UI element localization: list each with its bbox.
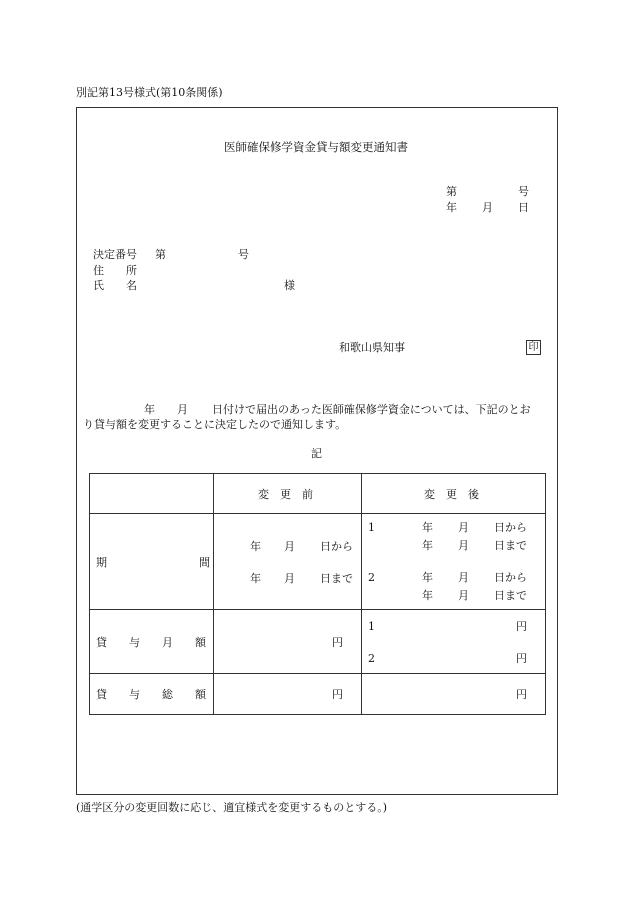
document-title: 医師確保修学資金貸与額変更通知書 bbox=[224, 140, 408, 154]
body-month: 月 bbox=[177, 403, 188, 416]
before-from-month: 月 bbox=[284, 540, 295, 553]
period-label-cell bbox=[90, 514, 214, 610]
period-label-left: 期 bbox=[96, 556, 107, 569]
decision-number-label: 決定番号 bbox=[93, 248, 137, 261]
ki-label: 記 bbox=[311, 447, 322, 460]
total-amount-row bbox=[90, 674, 546, 715]
total-amount-label: 貸 与 総 額 bbox=[96, 688, 206, 701]
decision-number-prefix: 第 bbox=[155, 248, 166, 261]
footnote: (通学区分の変更回数に応じ、適宜様式を変更するものとする。) bbox=[76, 801, 388, 814]
address-label: 住 所 bbox=[93, 264, 137, 277]
after2-from-year: 年 bbox=[422, 571, 433, 584]
after1-from-day: 日から bbox=[494, 521, 527, 534]
before-until-month: 月 bbox=[284, 572, 295, 585]
after1-until-year: 年 bbox=[422, 539, 433, 552]
monthly-before-cell bbox=[214, 610, 362, 674]
after1-from-year: 年 bbox=[422, 521, 433, 534]
monthly-after-item-1: 1 bbox=[368, 620, 375, 633]
period-row bbox=[90, 514, 546, 610]
header-after: 変 更 後 bbox=[424, 488, 479, 501]
monthly-amount-row bbox=[90, 610, 546, 674]
after2-from-day: 日から bbox=[494, 571, 527, 584]
monthly-after-yen-2: 円 bbox=[516, 652, 527, 665]
period-label-right: 間 bbox=[199, 556, 210, 569]
table-header-row bbox=[90, 474, 546, 514]
total-label-cell bbox=[90, 674, 214, 715]
after2-until-year: 年 bbox=[422, 589, 433, 602]
total-before-cell bbox=[214, 674, 362, 715]
after1-until-day: 日まで bbox=[494, 539, 527, 552]
header-after-cell bbox=[362, 474, 546, 514]
monthly-label-cell bbox=[90, 610, 214, 674]
decision-number-suffix: 号 bbox=[238, 248, 249, 261]
period-after-cell bbox=[362, 514, 546, 610]
issuer-name: 和歌山県知事 bbox=[339, 341, 405, 354]
total-before-yen: 円 bbox=[332, 688, 343, 701]
body-line1: 日付けで届出のあった医師確保修学資金については、下記のとお bbox=[212, 403, 531, 416]
body-year: 年 bbox=[144, 403, 155, 416]
before-from-day: 日から bbox=[320, 540, 353, 553]
before-until-day: 日まで bbox=[320, 572, 353, 585]
after-item-2: 2 bbox=[368, 571, 375, 584]
seal-mark: 印 bbox=[526, 340, 541, 355]
before-from-year: 年 bbox=[250, 540, 261, 553]
date-year: 年 bbox=[446, 201, 457, 214]
amount-change-table bbox=[89, 473, 546, 715]
header-blank-cell bbox=[90, 474, 214, 514]
total-after-cell bbox=[362, 674, 546, 715]
honorific: 様 bbox=[284, 279, 295, 292]
date-month: 月 bbox=[482, 201, 493, 214]
notice-number-prefix: 第 bbox=[446, 185, 457, 198]
form-number: 別記第13号様式(第10条関係) bbox=[76, 86, 223, 99]
monthly-amount-label: 貸 与 月 額 bbox=[96, 636, 206, 649]
after-item-1: 1 bbox=[368, 521, 375, 534]
total-after-yen: 円 bbox=[516, 688, 527, 701]
header-before: 変 更 前 bbox=[258, 488, 313, 501]
date-day: 日 bbox=[518, 201, 529, 214]
after2-until-month: 月 bbox=[458, 589, 469, 602]
notice-number-suffix: 号 bbox=[518, 185, 529, 198]
monthly-before-yen: 円 bbox=[332, 636, 343, 649]
period-before-cell bbox=[214, 514, 362, 610]
after2-until-day: 日まで bbox=[494, 589, 527, 602]
header-before-cell bbox=[214, 474, 362, 514]
monthly-after-yen-1: 円 bbox=[516, 620, 527, 633]
after1-until-month: 月 bbox=[458, 539, 469, 552]
official-seal bbox=[526, 340, 541, 355]
monthly-after-item-2: 2 bbox=[368, 652, 375, 665]
after2-from-month: 月 bbox=[458, 571, 469, 584]
body-line2: り貸与額を変更することに決定したので通知します。 bbox=[83, 418, 347, 431]
after1-from-month: 月 bbox=[458, 521, 469, 534]
monthly-after-cell bbox=[362, 610, 546, 674]
name-label: 氏 名 bbox=[93, 279, 137, 292]
before-until-year: 年 bbox=[250, 572, 261, 585]
